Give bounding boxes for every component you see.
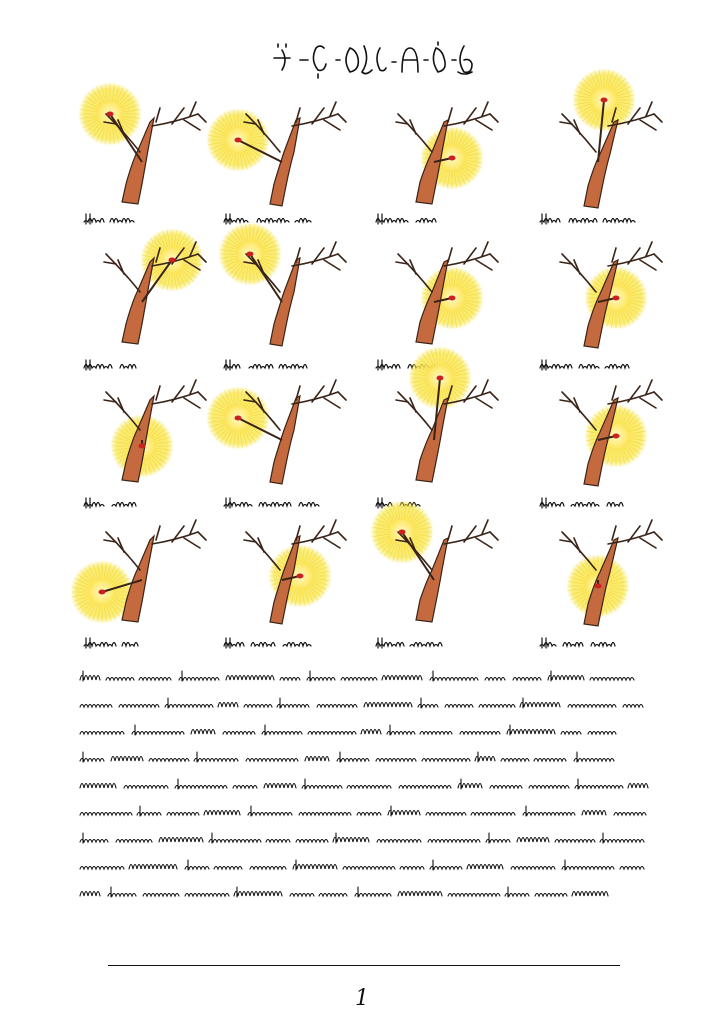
script-paragraph-glyphs xyxy=(78,803,658,823)
script-caption-glyphs xyxy=(82,634,192,656)
branch-illustration xyxy=(80,232,230,362)
red-seed xyxy=(601,98,608,103)
script-paragraph-glyphs xyxy=(78,830,658,850)
script-caption-glyphs xyxy=(538,634,648,656)
branch-figure xyxy=(80,232,230,362)
red-seed xyxy=(449,156,456,161)
red-seed xyxy=(107,112,114,117)
red-seed xyxy=(437,376,444,381)
script-line xyxy=(78,884,658,904)
red-seed xyxy=(399,530,406,535)
branch-illustration xyxy=(536,510,686,640)
script-caption-glyphs xyxy=(538,210,648,232)
branch-illustration xyxy=(372,510,522,640)
figure-caption xyxy=(538,634,648,656)
script-paragraph-glyphs xyxy=(78,776,658,796)
red-seed xyxy=(613,296,620,301)
branch-illustration xyxy=(536,370,686,500)
page-number: 1 xyxy=(355,986,369,1011)
branch-illustration xyxy=(536,92,686,222)
branch-figure xyxy=(536,232,686,362)
branch-figure xyxy=(220,510,370,640)
figure-caption xyxy=(538,210,648,232)
branch-illustration xyxy=(536,232,686,362)
script-caption-glyphs xyxy=(374,634,484,656)
branch-illustration xyxy=(220,370,370,500)
script-paragraph-glyphs xyxy=(78,668,658,688)
branch-trunk xyxy=(270,118,300,206)
script-line xyxy=(78,695,658,715)
title-script-icon xyxy=(212,36,512,84)
figure-caption xyxy=(374,210,484,232)
branch-illustration xyxy=(372,232,522,362)
branch-trunk xyxy=(270,396,300,484)
script-paragraph-glyphs xyxy=(78,884,658,904)
branch-figure xyxy=(536,92,686,222)
branch-figure xyxy=(220,370,370,500)
branch-illustration xyxy=(372,370,522,500)
red-seed xyxy=(99,590,106,595)
script-paragraph-glyphs xyxy=(78,749,658,769)
branch-figure xyxy=(536,370,686,500)
branch-trunk xyxy=(122,258,154,344)
script-caption-glyphs xyxy=(374,210,484,232)
footer-rule xyxy=(108,965,620,966)
branch-figure xyxy=(372,232,522,362)
script-line xyxy=(78,668,658,688)
body-paragraph xyxy=(78,668,658,908)
figure-caption xyxy=(222,634,332,656)
branch-figure xyxy=(80,92,230,222)
red-seed xyxy=(595,584,602,589)
script-caption-glyphs xyxy=(222,634,332,656)
red-seed xyxy=(449,296,456,301)
script-line xyxy=(78,803,658,823)
branch-figure xyxy=(536,510,686,640)
branch-figure xyxy=(372,510,522,640)
script-line xyxy=(78,776,658,796)
branch-figure xyxy=(372,370,522,500)
branch-trunk xyxy=(416,398,448,482)
script-paragraph-glyphs xyxy=(78,857,658,877)
branch-figure xyxy=(220,232,370,362)
red-seed xyxy=(247,252,254,257)
branch-illustration xyxy=(80,510,230,640)
script-line xyxy=(78,857,658,877)
branch-twigs xyxy=(104,520,206,570)
red-seed xyxy=(139,444,146,449)
branch-illustration xyxy=(372,92,522,222)
branch-illustration xyxy=(220,92,370,222)
red-seed xyxy=(169,258,176,263)
figure-caption xyxy=(82,634,192,656)
red-seed xyxy=(235,416,242,421)
branch-figure xyxy=(372,92,522,222)
red-seed xyxy=(297,574,304,579)
branch-figure xyxy=(220,92,370,222)
figure-caption xyxy=(374,634,484,656)
branch-illustration xyxy=(220,232,370,362)
script-line xyxy=(78,722,658,742)
script-paragraph-glyphs xyxy=(78,695,658,715)
script-line xyxy=(78,749,658,769)
branch-illustration xyxy=(220,510,370,640)
red-seed xyxy=(235,138,242,143)
branch-figure xyxy=(80,370,230,500)
script-paragraph-glyphs xyxy=(78,722,658,742)
branch-figure xyxy=(80,510,230,640)
red-seed xyxy=(613,434,620,439)
branch-illustration xyxy=(80,370,230,500)
branch-illustration xyxy=(80,92,230,222)
script-line xyxy=(78,830,658,850)
